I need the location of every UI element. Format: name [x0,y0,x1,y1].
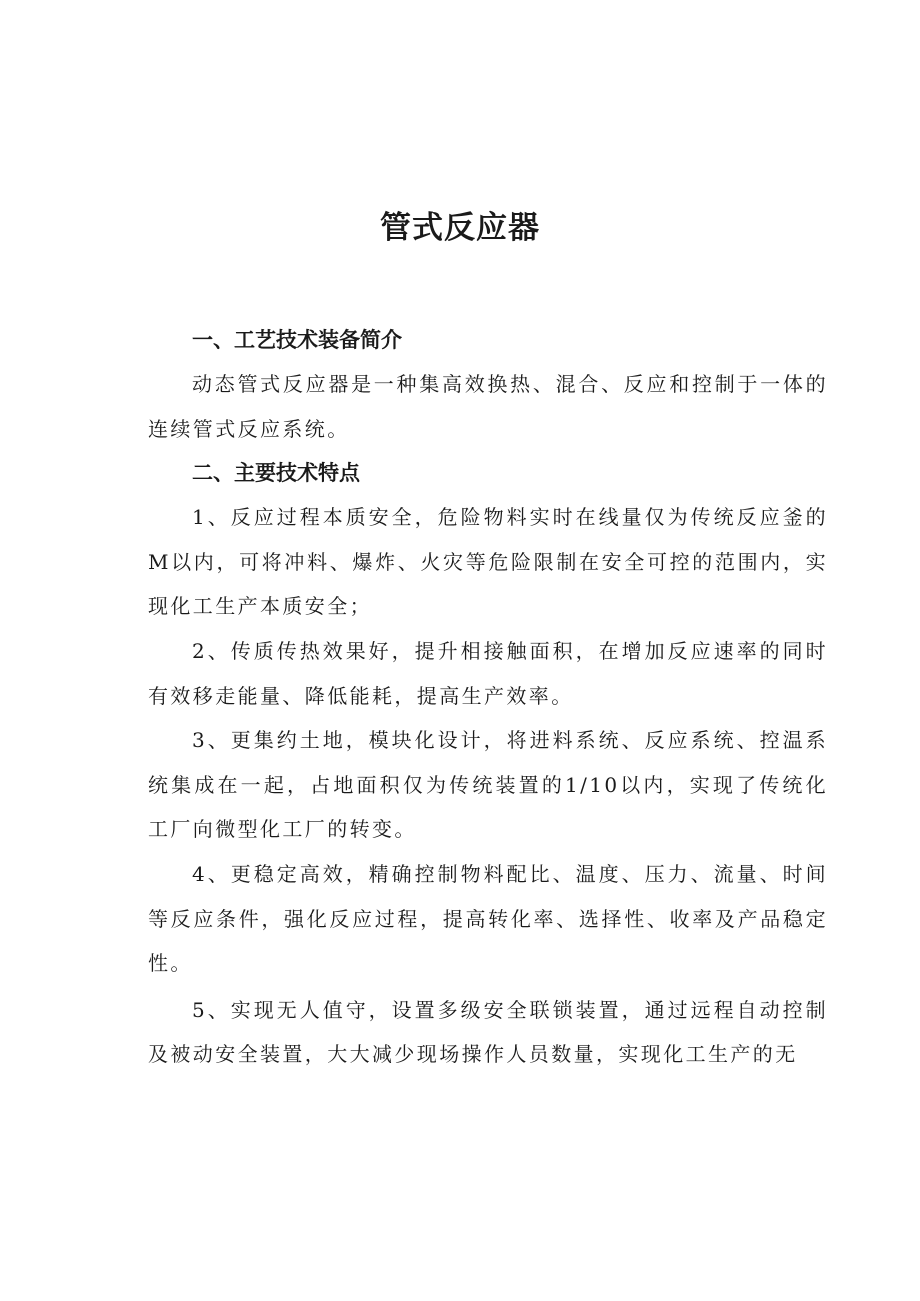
section-heading-intro: 一、工艺技术装备简介 [192,328,402,352]
intro-paragraph: 动态管式反应器是一种集高效换热、混合、反应和控制于一体的连续管式反应系统。 [148,372,828,441]
feature-paragraph-4: 4、更稳定高效，精确控制物料配比、温度、压力、流量、时间等反应条件，强化反应过程，提高转化率、选择性、收率及产品稳定性。 [148,861,828,976]
document-body [148,318,828,1077]
section-heading-features: 二、主要技术特点 [192,461,360,486]
feature-paragraph-1: 1、反应过程本质安全，危险物料实时在线量仅为传统反应釜的M以内，可将冲料、爆炸、火灾等危险限制在安全可控的范围内，实现化工生产本质安全； [148,505,828,619]
feature-paragraph-3: 3、更集约土地，模块化设计，将进料系统、反应系统、控温系统集成在一起，占地面积仅为传统装置的1/10以内，实现了传统化工厂向微型化工厂的转变。 [148,728,828,842]
document-title: 管式反应器 [380,210,540,246]
feature-paragraph-5: 5、实现无人值守，设置多级安全联锁装置，通过远程自动控制及被动安全装置，大大减少现场操作人员数量，实现化工生产的无 [148,997,828,1067]
feature-paragraph-2: 2、传质传热效果好，提升相接触面积，在增加反应速率的同时有效移走能量、降低能耗，提高生产效率。 [148,638,828,708]
